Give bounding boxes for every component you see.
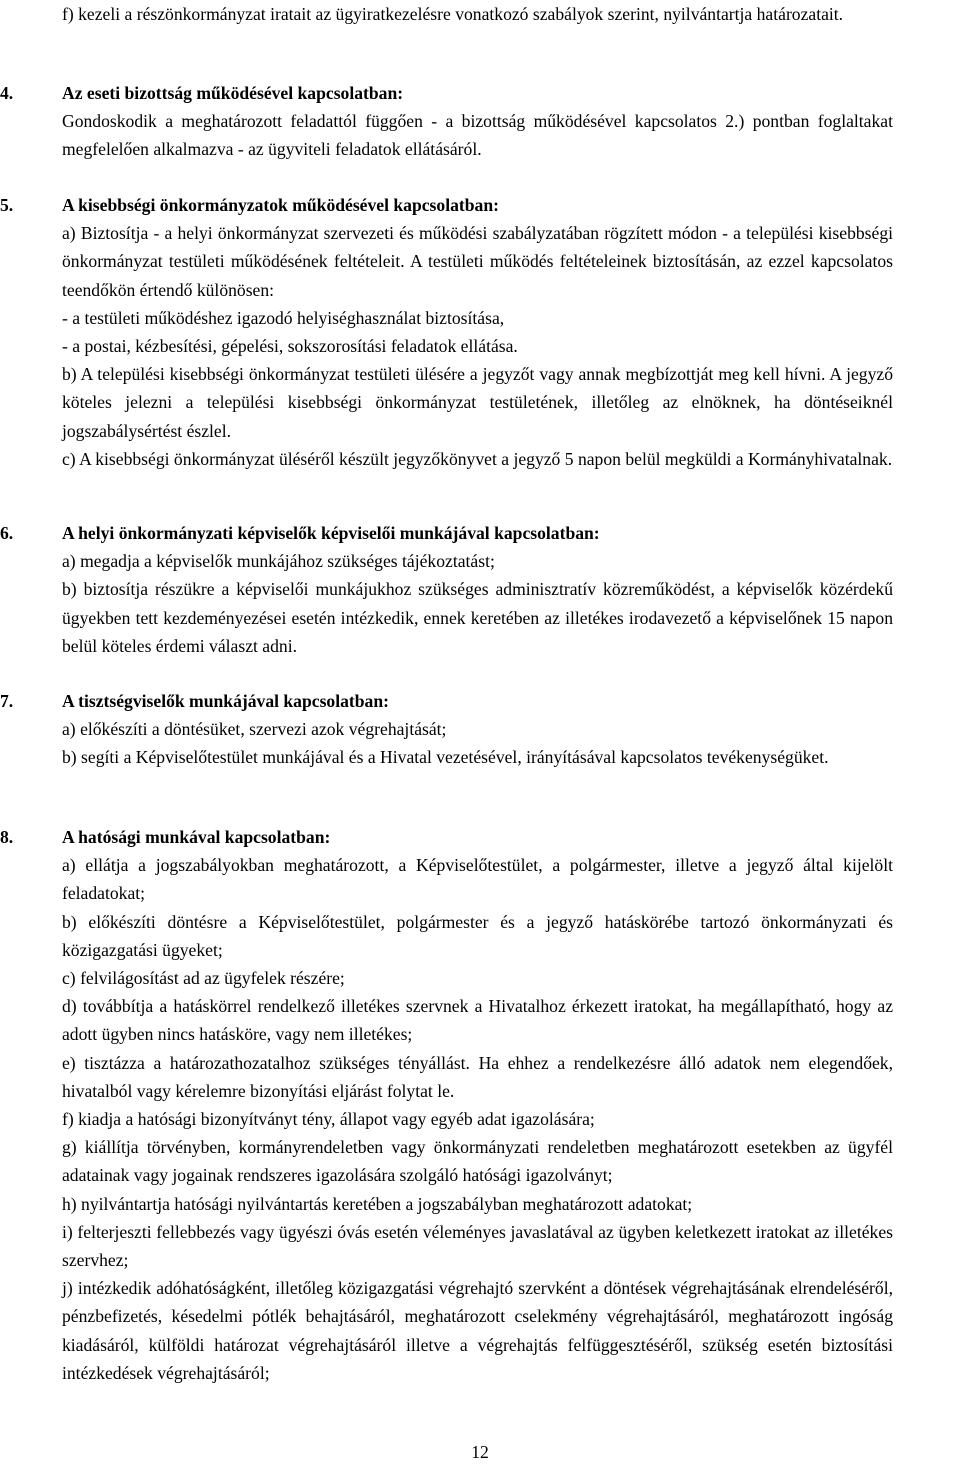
section-paragraph: b) biztosítja részükre a képviselői munkájukhoz szükséges adminisztratív közreműködést, a képviselők közérdekű ügyekben tett kezdeményezései esetén intézkedik, ennek keretében az illetékes irodavezető a képviselőnek 15 napon belül köteles érdemi választ adni. xyxy=(62,579,893,656)
section-6 xyxy=(0,519,893,660)
section-paragraph: a) előkészíti a döntésüket, szervezi azok végrehajtását; xyxy=(62,719,447,740)
section-paragraph: - a testületi működéshez igazodó helyiséghasználat biztosítása, xyxy=(62,307,505,328)
section-paragraph: d) továbbítja a hatáskörrel rendelkező illetékes szervnek a Hivatalhoz érkezett iratokat, ha megállapítható, hogy az adott ügyben nincs hatásköre, vagy nem illetékes; xyxy=(62,996,893,1045)
section-title: Az eseti bizottság működésével kapcsolatban: xyxy=(62,83,404,103)
section-paragraph: Gondoskodik a meghatározott feladattól függően - a bizottság működésével kapcsolatos 2.) pontban foglaltakat megfelelően alkalmazva - az ügyviteli feladatok ellátásáról. xyxy=(62,111,893,160)
section-paragraph: b) A települési kisebbségi önkormányzat testületi ülésére a jegyzőt vagy annak megbízottját meg kell hívni. A jegyző köteles jelezni a települési kisebbségi önkormányzat testületének, illetőleg az elnöknek, ha döntéseiknél jogszabálysértést észlel. xyxy=(62,364,893,441)
section-title: A hatósági munkával kapcsolatban: xyxy=(62,827,331,847)
section-paragraph: b) előkészíti döntésre a Képviselőtestület, polgármester és a jegyző hatáskörébe tartozó önkormányzati és közigazgatási ügyeket; xyxy=(62,911,893,960)
section-paragraph: e) tisztázza a határozathozatalhoz szükséges tényállást. Ha ehhez a rendelkezésre álló adatok nem elegendőek, hivatalból vagy kérelemre bizonyítási eljárást folytat le. xyxy=(62,1052,893,1101)
section-7 xyxy=(0,687,893,772)
section-paragraph: a) ellátja a jogszabályokban meghatározott, a Képviselőtestület, a polgármester, illetve a jegyző által kijelölt feladatokat; xyxy=(62,855,893,904)
section-number: 8. xyxy=(0,827,14,847)
section-paragraph: a) megadja a képviselők munkájához szükséges tájékoztatást; xyxy=(62,551,495,572)
section-number: 7. xyxy=(0,691,14,711)
section-paragraph: h) nyilvántartja hatósági nyilvántartás keretében a jogszabályban meghatározott adatokat; xyxy=(62,1193,693,1214)
section-number: 5. xyxy=(0,195,14,215)
section-title: A tisztségviselők munkájával kapcsolatban: xyxy=(62,691,389,711)
section-number: 4. xyxy=(0,83,14,103)
section-paragraph: b) segíti a Képviselőtestület munkájával és a Hivatal vezetésével, irányításával kapcsolatos tevékenységüket. xyxy=(62,747,829,768)
intro-paragraph: f) kezeli a részönkormányzat iratait az ügyiratkezelésre vonatkozó szabályok szerint, nyilvántartja határozatait. xyxy=(62,4,844,24)
section-heading xyxy=(0,79,893,107)
section-heading xyxy=(0,191,893,219)
section-title: A kisebbségi önkormányzatok működésével kapcsolatban: xyxy=(62,195,499,215)
section-8 xyxy=(0,823,893,1387)
section-paragraph: g) kiállítja törvényben, kormányrendeletben vagy önkormányzati rendeletben meghatározott esetekben az ügyfél adatainak vagy jogainak rendszeres igazolására szolgáló hatósági igazolványt; xyxy=(62,1137,893,1186)
section-paragraph: c) felvilágosítást ad az ügyfelek részére; xyxy=(62,968,345,989)
section-paragraph: - a postai, kézbesítési, gépelési, sokszorosítási feladatok ellátása. xyxy=(62,336,518,357)
section-paragraph: a) Biztosítja - a helyi önkormányzat szervezeti és működési szabályzatában rögzített módon - a települési kisebbségi önkormányzat testületi működésének feltételeit. A testületi működés feltételeinek biztosításán, az ezzel kapcsolatos teendőkön értendő különösen: xyxy=(62,223,893,300)
section-heading xyxy=(0,687,893,715)
page-number: 12 xyxy=(471,1442,489,1462)
section-4 xyxy=(0,79,893,164)
section-paragraph: f) kiadja a hatósági bizonyítványt tény, állapot vagy egyéb adat igazolására; xyxy=(62,1109,595,1130)
section-heading xyxy=(0,823,893,851)
section-title: A helyi önkormányzati képviselők képviselői munkájával kapcsolatban: xyxy=(62,523,600,543)
section-paragraph: c) A kisebbségi önkormányzat üléséről készült jegyzőkönyvet a jegyző 5 napon belül megküldi a Kormányhivatalnak. xyxy=(62,448,893,469)
section-5 xyxy=(0,191,893,473)
section-paragraph: i) felterjeszti fellebbezés vagy ügyészi óvás esetén véleményes javaslatával az ügyben keletkezett iratokat az illetékes szervhez; xyxy=(62,1221,893,1271)
section-paragraph: j) intézkedik adóhatóságként, illetőleg közigazgatási végrehajtó szervként a döntések végrehajtásának elrendeléséről, pénzbefizetés, késedelmi pótlék behajtásáról, meghatározott cselekmény végrehajtásáról, meghatározott ingóság kiadásáról, külföldi határozat végrehajtásáról illetve a végrehajtás felfüggesztéséről, szükség esetén biztosítási intézkedések végrehajtásáról; xyxy=(62,1278,893,1383)
section-heading xyxy=(0,519,893,547)
section-number: 6. xyxy=(0,523,14,543)
